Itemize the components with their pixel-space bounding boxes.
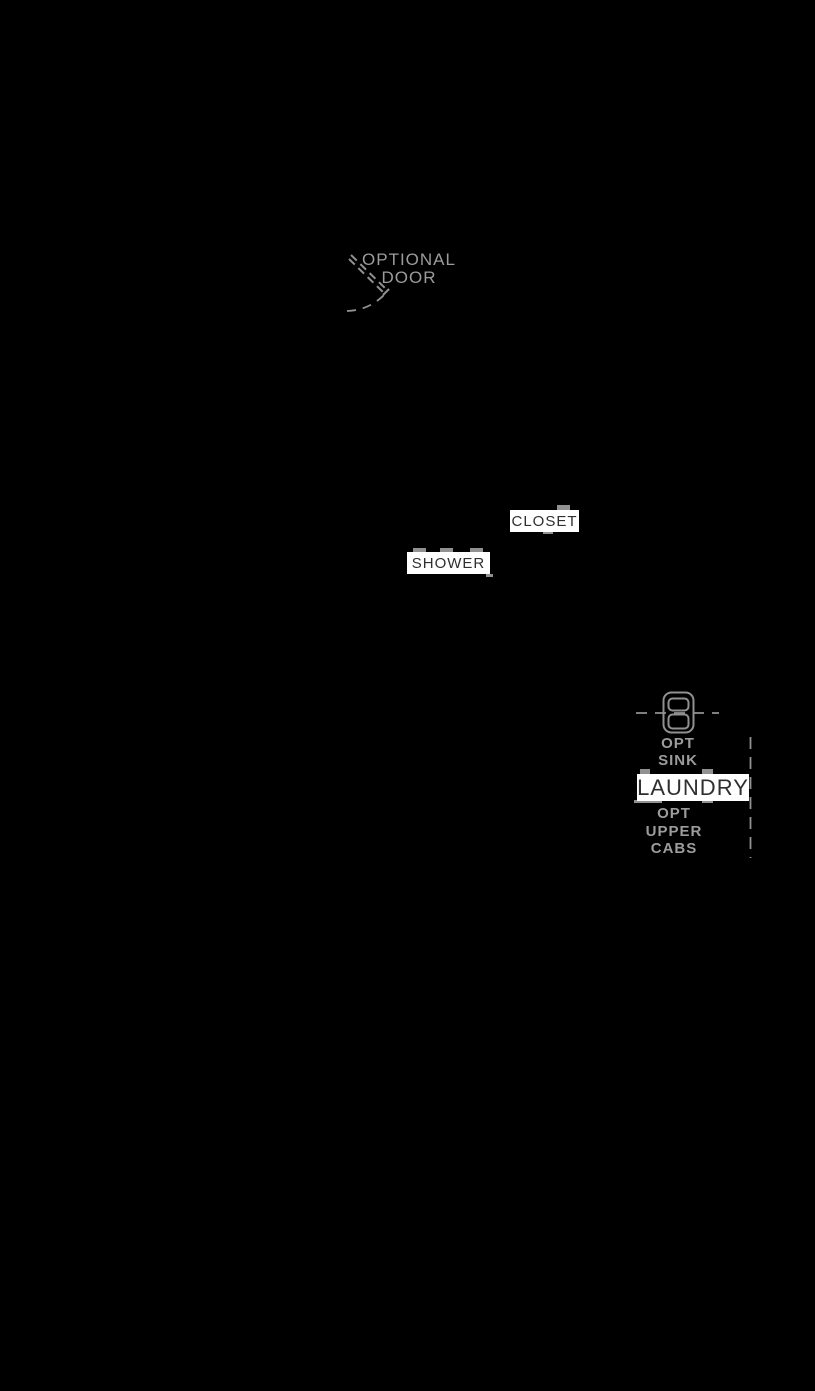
opt-sink-note xyxy=(658,735,698,769)
opt-upper-cabs-note-line3: CABS xyxy=(650,840,698,857)
opt-sink-note-line1: OPT xyxy=(661,735,695,752)
opt-sink-note-line2: SINK xyxy=(658,752,698,769)
optional-door-note-line2: DOOR xyxy=(381,268,437,287)
shower-label: SHOWER xyxy=(407,552,490,574)
opt-upper-cabs-note-line2: UPPER xyxy=(645,822,703,840)
closet-label: CLOSET xyxy=(510,510,579,532)
opt-upper-cabs-note xyxy=(646,805,703,858)
opt-upper-cabs-note-line1: OPT xyxy=(657,805,691,822)
optional-door-note xyxy=(362,251,456,287)
laundry-label: LAUNDRY xyxy=(637,774,749,800)
optional-door-note-line1: OPTIONAL xyxy=(362,250,456,269)
